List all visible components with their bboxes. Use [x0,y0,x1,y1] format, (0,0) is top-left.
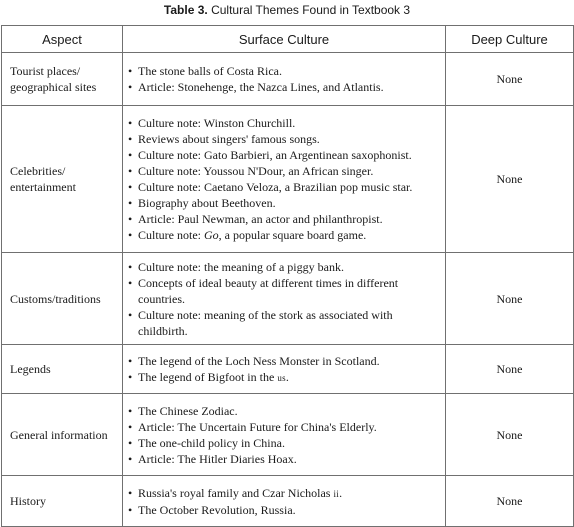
surface-culture-cell [123,253,446,345]
list-item [127,502,439,518]
item-text-suffix: , a popular square board game. [218,228,367,242]
item-text: The Chinese Zodiac. [138,403,238,418]
deep-culture-cell: None [446,253,574,345]
bullet-icon: • [128,80,133,94]
bullet-icon: • [128,485,133,500]
item-text: Culture note: Winston Churchill. [138,116,296,130]
deep-culture-cell: None [446,345,574,394]
cultural-themes-table [1,25,574,527]
surface-list [127,485,439,518]
bullet-icon: • [128,435,133,450]
surface-list [127,353,439,386]
header-aspect: Aspect [2,26,123,53]
item-text: Culture note: Gato Barbieri, an Argentinean saxophonist. [138,148,412,162]
bullet-icon: • [128,116,133,130]
list-item [127,307,439,339]
bullet-icon: • [128,307,133,322]
list-item [127,79,439,95]
table-row [2,106,574,253]
item-text: The legend of the Loch Ness Monster in Scotland. [138,353,380,368]
list-item [127,275,439,307]
bullet-icon: • [128,502,133,517]
list-item [127,179,439,195]
list-item [127,369,439,386]
bullet-icon: • [128,180,133,194]
surface-list [127,259,439,339]
item-text: The stone balls of Costa Rica. [138,64,282,78]
table-title: Cultural Themes Found in Textbook 3 [211,3,411,17]
surface-list [127,115,439,243]
item-text-prefix: The legend of Bigfoot in the [138,369,278,384]
aspect-cell: Celebrities/ entertainment [2,106,123,253]
bullet-icon: • [128,259,133,274]
list-item [127,485,439,502]
surface-culture-cell [123,345,446,394]
item-text-prefix: Russia's royal family and Czar Nicholas [138,485,334,500]
list-item [127,259,439,275]
item-text: Culture note: meaning of the stork as associated with childbirth. [138,307,393,338]
item-text-prefix: Culture note: [138,228,204,242]
list-item [127,435,439,451]
aspect-cell: Tourist places/ geographical sites [2,53,123,106]
bullet-icon: • [128,275,133,290]
list-item [127,195,439,211]
surface-culture-cell [123,476,446,527]
surface-culture-cell [123,106,446,253]
item-text: Culture note: the meaning of a piggy bank. [138,259,344,274]
item-text-suffix: . [285,369,289,384]
item-text: Article: The Hitler Diaries Hoax. [138,451,297,466]
bullet-icon: • [128,132,133,146]
item-text-italic: Go [204,228,219,242]
bullet-icon: • [128,164,133,178]
bullet-icon: • [128,419,133,434]
bullet-icon: • [128,403,133,418]
list-item [127,451,439,467]
bullet-icon: • [128,451,133,466]
list-item [127,115,439,131]
surface-culture-cell [123,53,446,106]
bullet-icon: • [128,64,133,78]
table-row [2,53,574,106]
list-item [127,147,439,163]
bullet-icon: • [128,196,133,210]
deep-culture-cell: None [446,53,574,106]
list-item [127,403,439,419]
bullet-icon: • [128,369,133,384]
table-number: Table 3. [163,3,208,17]
surface-list [127,63,439,95]
item-text: Biography about Beethoven. [138,196,276,210]
item-text: Reviews about singers' famous songs. [138,132,320,146]
list-item [127,63,439,79]
bullet-icon: • [128,148,133,162]
table-row [2,253,574,345]
aspect-cell: General information [2,394,123,476]
item-text: The one-child policy in China. [138,435,285,450]
header-deep-culture: Deep Culture [446,26,574,53]
list-item [127,211,439,227]
item-text: The October Revolution, Russia. [138,502,296,517]
list-item [127,353,439,369]
table-row [2,476,574,527]
bullet-icon: • [128,228,133,242]
table-caption [0,3,574,18]
item-text-smallcaps: us [277,372,286,383]
deep-culture-cell: None [446,394,574,476]
item-text: Article: Stonehenge, the Nazca Lines, and Atlantis. [138,80,384,94]
aspect-cell: Customs/traditions [2,253,123,345]
surface-list [127,403,439,467]
surface-culture-cell [123,394,446,476]
table-row [2,394,574,476]
deep-culture-cell: None [446,476,574,527]
item-text: Culture note: Caetano Veloza, a Brazilian pop music star. [138,180,413,194]
item-text: Article: The Uncertain Future for China's Elderly. [138,419,377,434]
aspect-cell: Legends [2,345,123,394]
aspect-cell: History [2,476,123,527]
header-surface-culture: Surface Culture [123,26,446,53]
list-item [127,227,439,243]
item-text: Culture note: Youssou N'Dour, an African singer. [138,164,374,178]
table-row [2,345,574,394]
list-item [127,131,439,147]
item-text-smallcaps: ii [333,488,340,499]
bullet-icon: • [128,212,133,226]
list-item [127,419,439,435]
deep-culture-cell: None [446,106,574,253]
item-text: Concepts of ideal beauty at different times in different countries. [138,275,399,306]
item-text-suffix: . [339,485,343,500]
header-row [2,26,574,53]
list-item [127,163,439,179]
item-text: Article: Paul Newman, an actor and philanthropist. [138,212,383,226]
bullet-icon: • [128,353,133,368]
